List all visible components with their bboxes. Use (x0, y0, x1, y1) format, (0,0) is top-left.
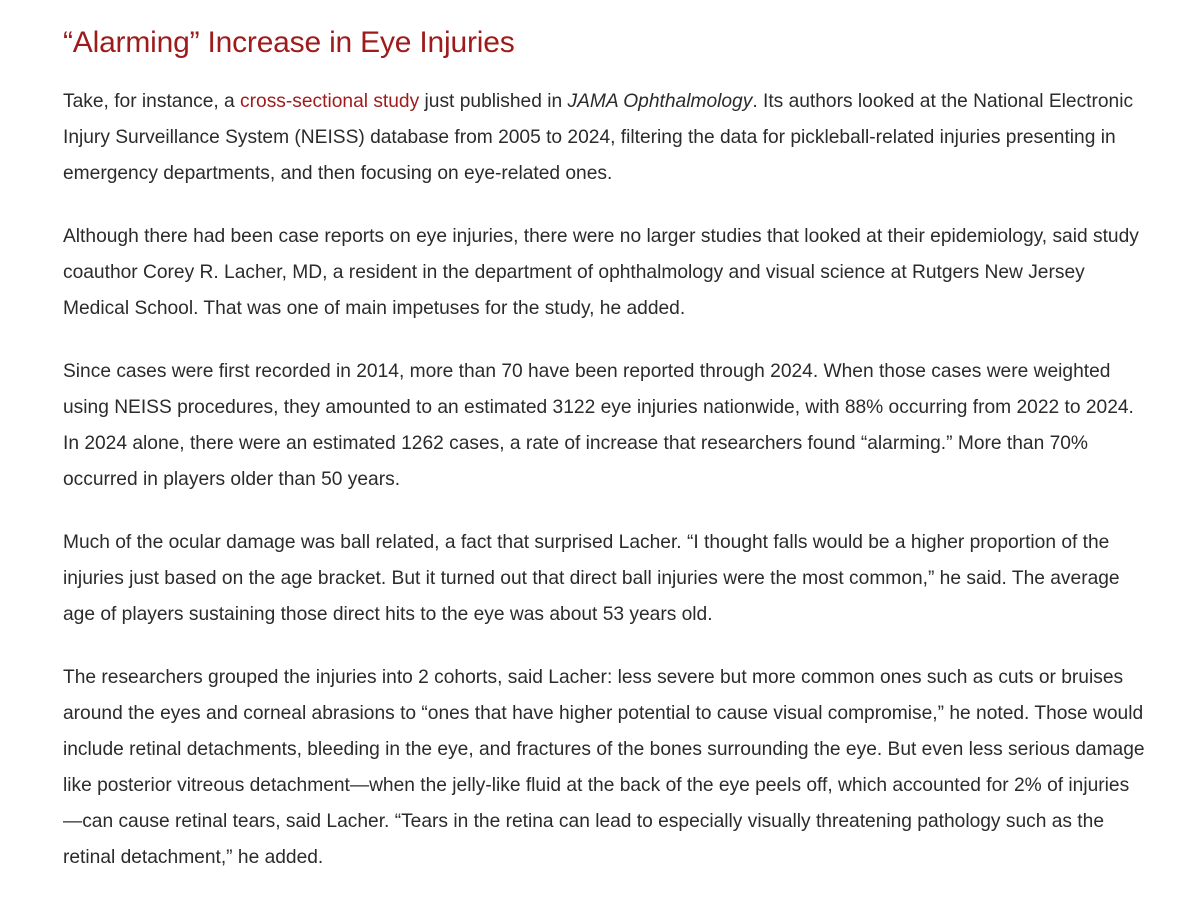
paragraph-cohorts: The researchers grouped the injuries into 2 cohorts, said Lacher: less severe but more common ones such as cuts or bruises around the eyes and corneal abrasions to “ones that have higher potential to cause visual compromise,” he noted. Those would include retinal detachments, bleeding in the eye, and fractures of the bones surrounding the eye. But even less serious damage like posterior vitreous detachment—when the jelly-like fluid at the back of the eye peels off, which accounted for 2% of injuries—can cause retinal tears, said Lacher. “Tears in the retina can lead to especially visually threatening pathology such as the retinal detachment,” he added. (63, 667, 1145, 868)
paragraph-study-intro (63, 84, 1148, 192)
paragraph-text: . Its authors looked at the National Electronic Injury Surveillance System (NEISS) database from 2005 to 2024, filtering the data for pickleball-related injuries presenting in emergency departments, and then focusing on eye-related ones. (63, 91, 1134, 184)
paragraph-text: just published in (419, 91, 568, 112)
paragraph-statistics: Since cases were first recorded in 2014, more than 70 have been reported through 2024. When those cases were weighted using NEISS procedures, they amounted to an estimated 3122 eye injuries nationwide, with 88% occurring from 2022 to 2024. In 2024 alone, there were an estimated 1262 cases, a rate of increase that researchers found “alarming.” More than 70% occurred in players older than 50 years. (63, 361, 1134, 490)
section-heading: “Alarming” Increase in Eye Injuries (63, 26, 515, 59)
paragraph-text: Take, for instance, a (63, 91, 241, 112)
cross-sectional-study-link[interactable]: cross-sectional study (240, 91, 420, 112)
paragraph-ball-related: Much of the ocular damage was ball related, a fact that surprised Lacher. “I thought falls would be a higher proportion of the injuries just based on the age bracket. But it turned out that direct ball injuries were the most common,” he said. The average age of players sustaining those direct hits to the eye was about 53 years old. (63, 532, 1120, 625)
paragraph-case-reports: Although there had been case reports on eye injuries, there were no larger studies that looked at their epidemiology, said study coauthor Corey R. Lacher, MD, a resident in the department of ophthalmology and visual science at Rutgers New Jersey Medical School. That was one of main impetuses for the study, he added. (63, 226, 1139, 319)
article-section (63, 22, 1148, 903)
journal-name: JAMA Ophthalmology (567, 91, 753, 112)
